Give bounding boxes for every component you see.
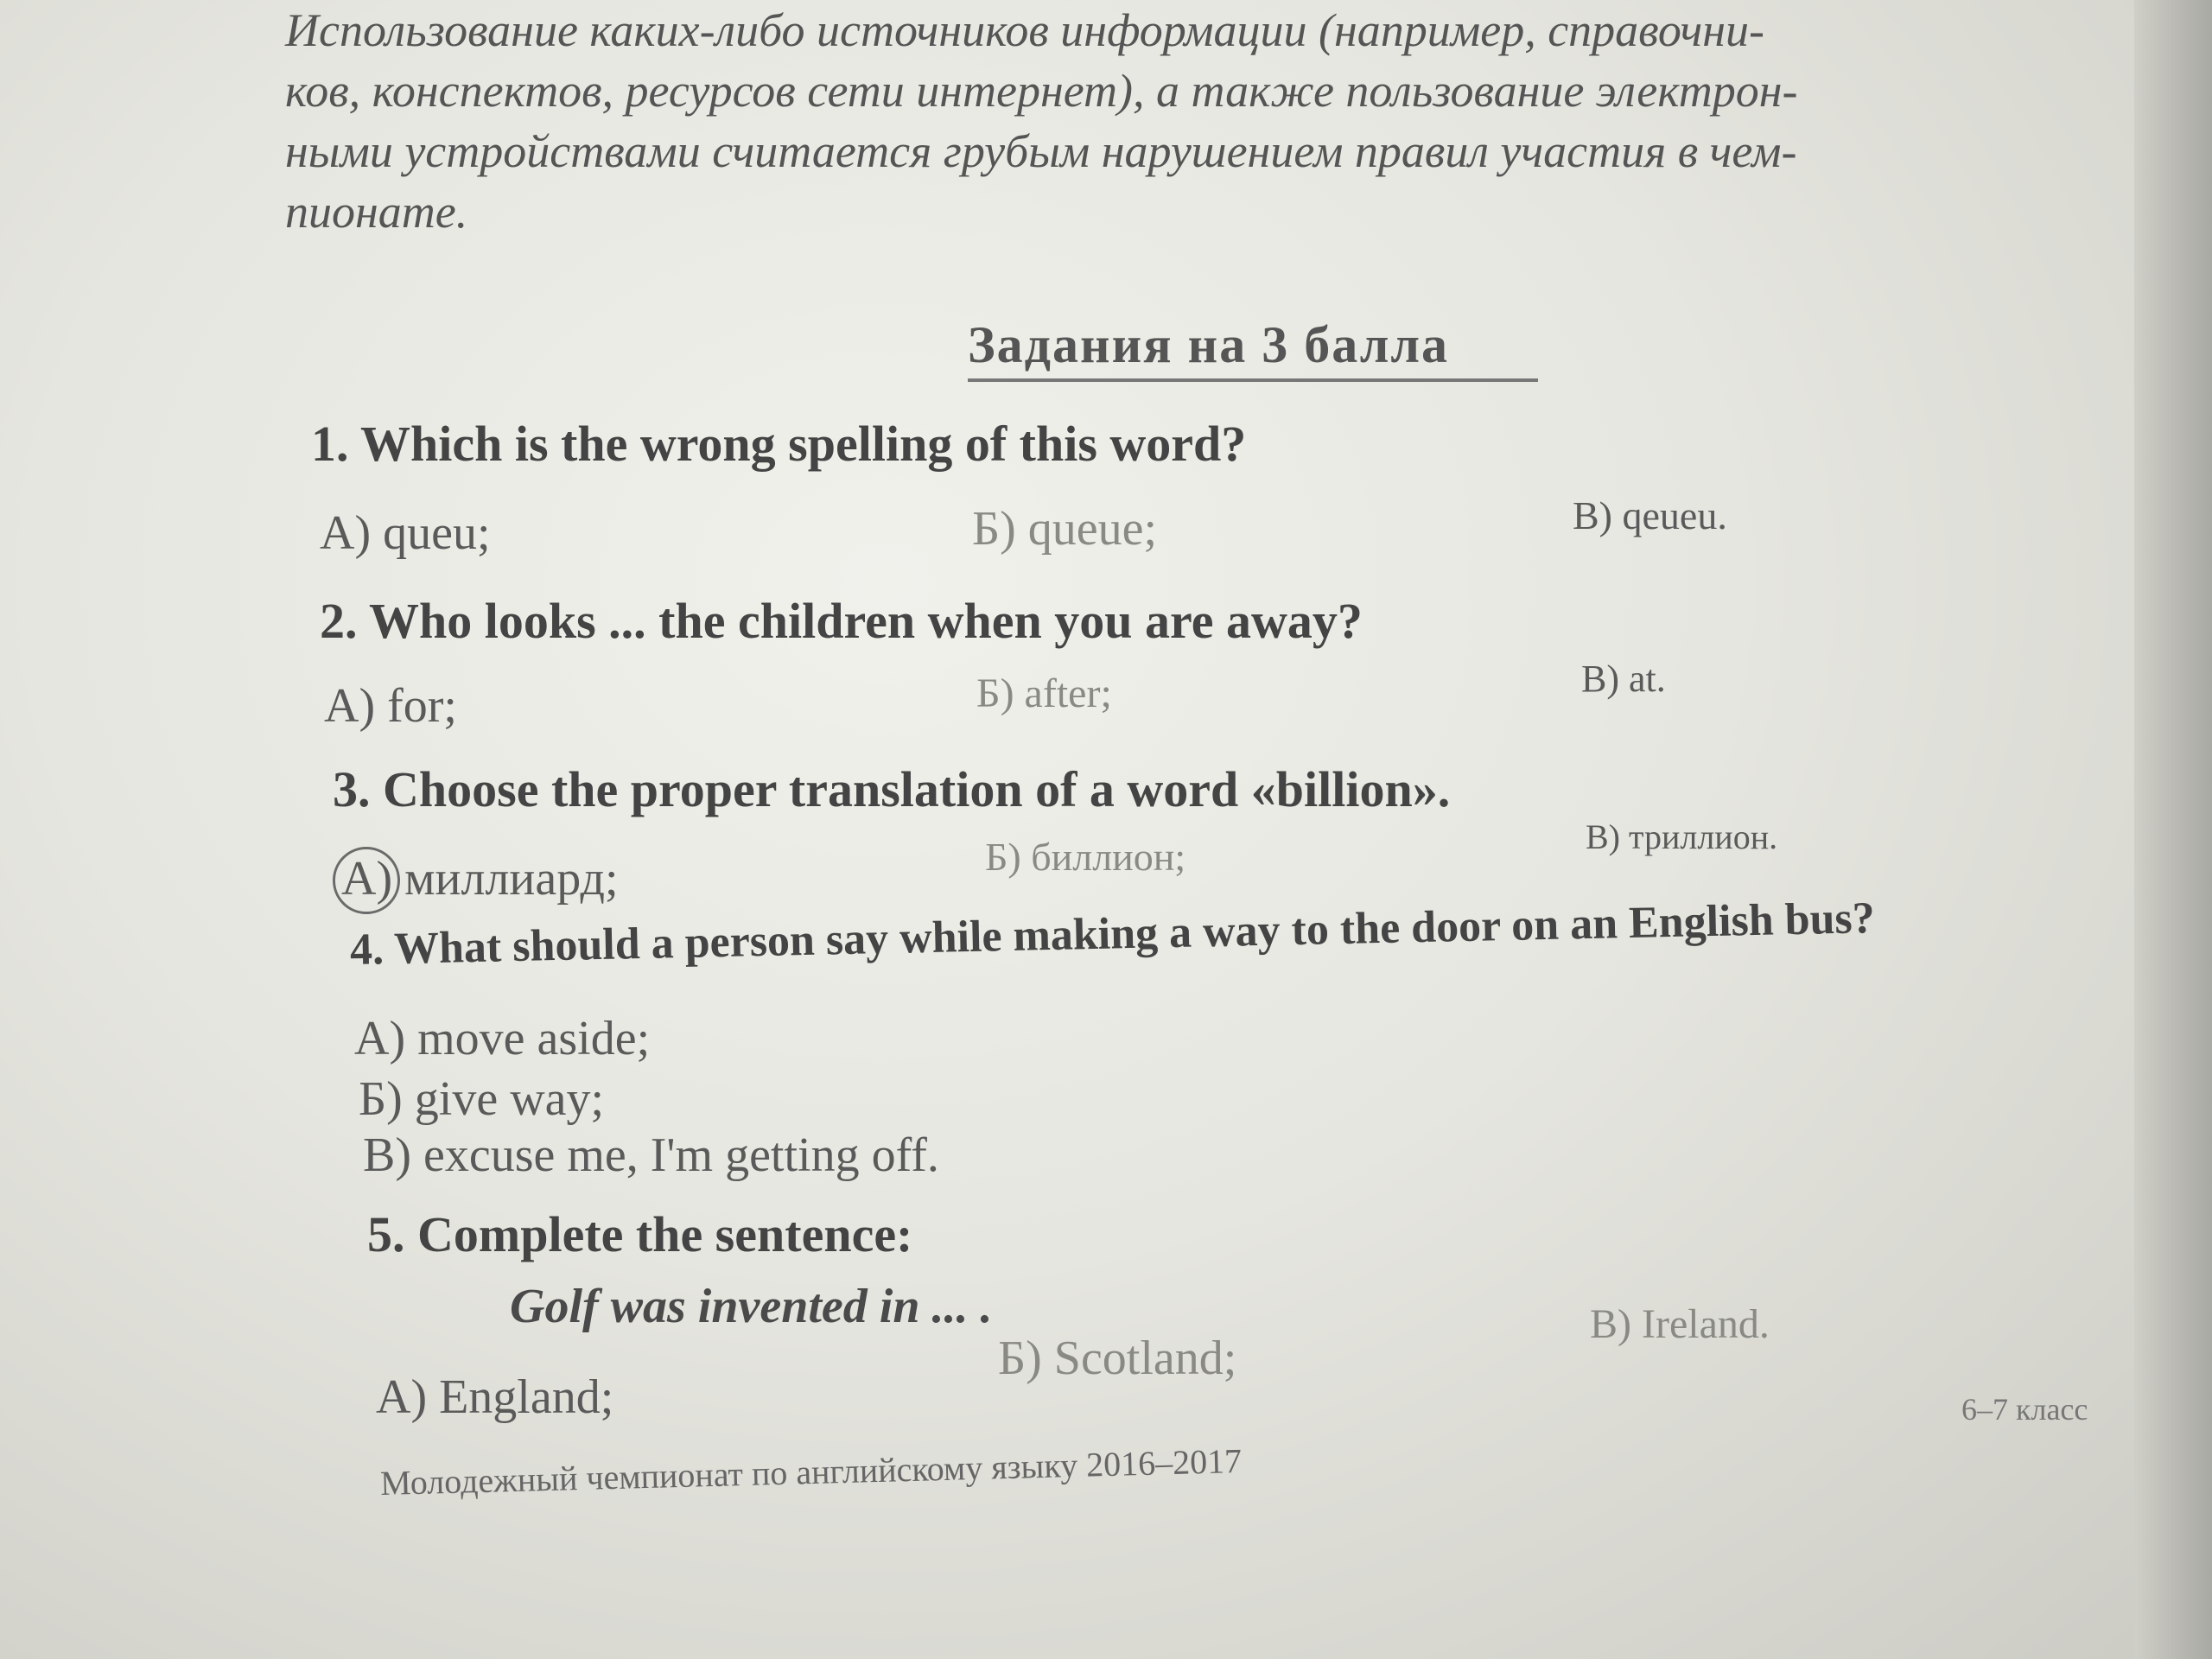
grade-label: 6–7 класс <box>1961 1392 2088 1427</box>
q1-option-c: В) qeueu. <box>1573 493 1727 537</box>
q4-option-b: Б) give way; <box>359 1072 605 1126</box>
rules-paragraph <box>285 0 2108 285</box>
q2-option-c: В) at. <box>1581 658 1666 700</box>
q5-sentence: Golf was invented in ... . <box>510 1280 993 1333</box>
q5-option-c: В) Ireland. <box>1590 1301 1770 1347</box>
rules-line: Использование каких-либо источников информации (например, справочни- <box>285 4 1765 56</box>
rules-line: ными устройствами считается грубым нарушением правил участия в чем- <box>285 125 1797 177</box>
question-4: 4. What should a person say while making a way to the door on an English bus? <box>349 893 1876 975</box>
q1-option-b: Б) queue; <box>972 502 1158 556</box>
q5-option-b: Б) Scotland; <box>998 1332 1237 1385</box>
q2-option-b: Б) after; <box>976 671 1112 716</box>
question-2: 2. Who looks ... the children when you are away? <box>320 593 1363 649</box>
page-edge-shadow <box>2134 0 2212 1659</box>
rules-line: пионате. <box>285 186 468 238</box>
rules-line: ков, конспектов, ресурсов сети интернет), а также пользование электрон- <box>285 65 1798 117</box>
question-3: 3. Choose the proper translation of a word «billion». <box>333 761 1451 817</box>
q4-option-c: В) excuse me, I'm getting off. <box>363 1128 939 1182</box>
q1-option-a: А) queu; <box>320 506 491 560</box>
section-title: Задания на 3 балла <box>968 315 1538 382</box>
question-5: 5. Complete the sentence: <box>367 1206 913 1262</box>
q4-option-a: А) move aside; <box>354 1012 651 1065</box>
q3-option-a: А) миллиард; <box>341 852 619 906</box>
q3-option-c: В) триллион. <box>1586 817 1778 856</box>
q5-option-a: А) England; <box>376 1370 614 1424</box>
question-1: 1. Which is the wrong spelling of this word? <box>311 416 1247 472</box>
q3-option-b: Б) биллион; <box>985 835 1186 879</box>
page-footer: Молодежный чемпионат по английскому языку 2016–2017 <box>379 1440 1243 1503</box>
q2-option-a: А) for; <box>324 679 457 733</box>
